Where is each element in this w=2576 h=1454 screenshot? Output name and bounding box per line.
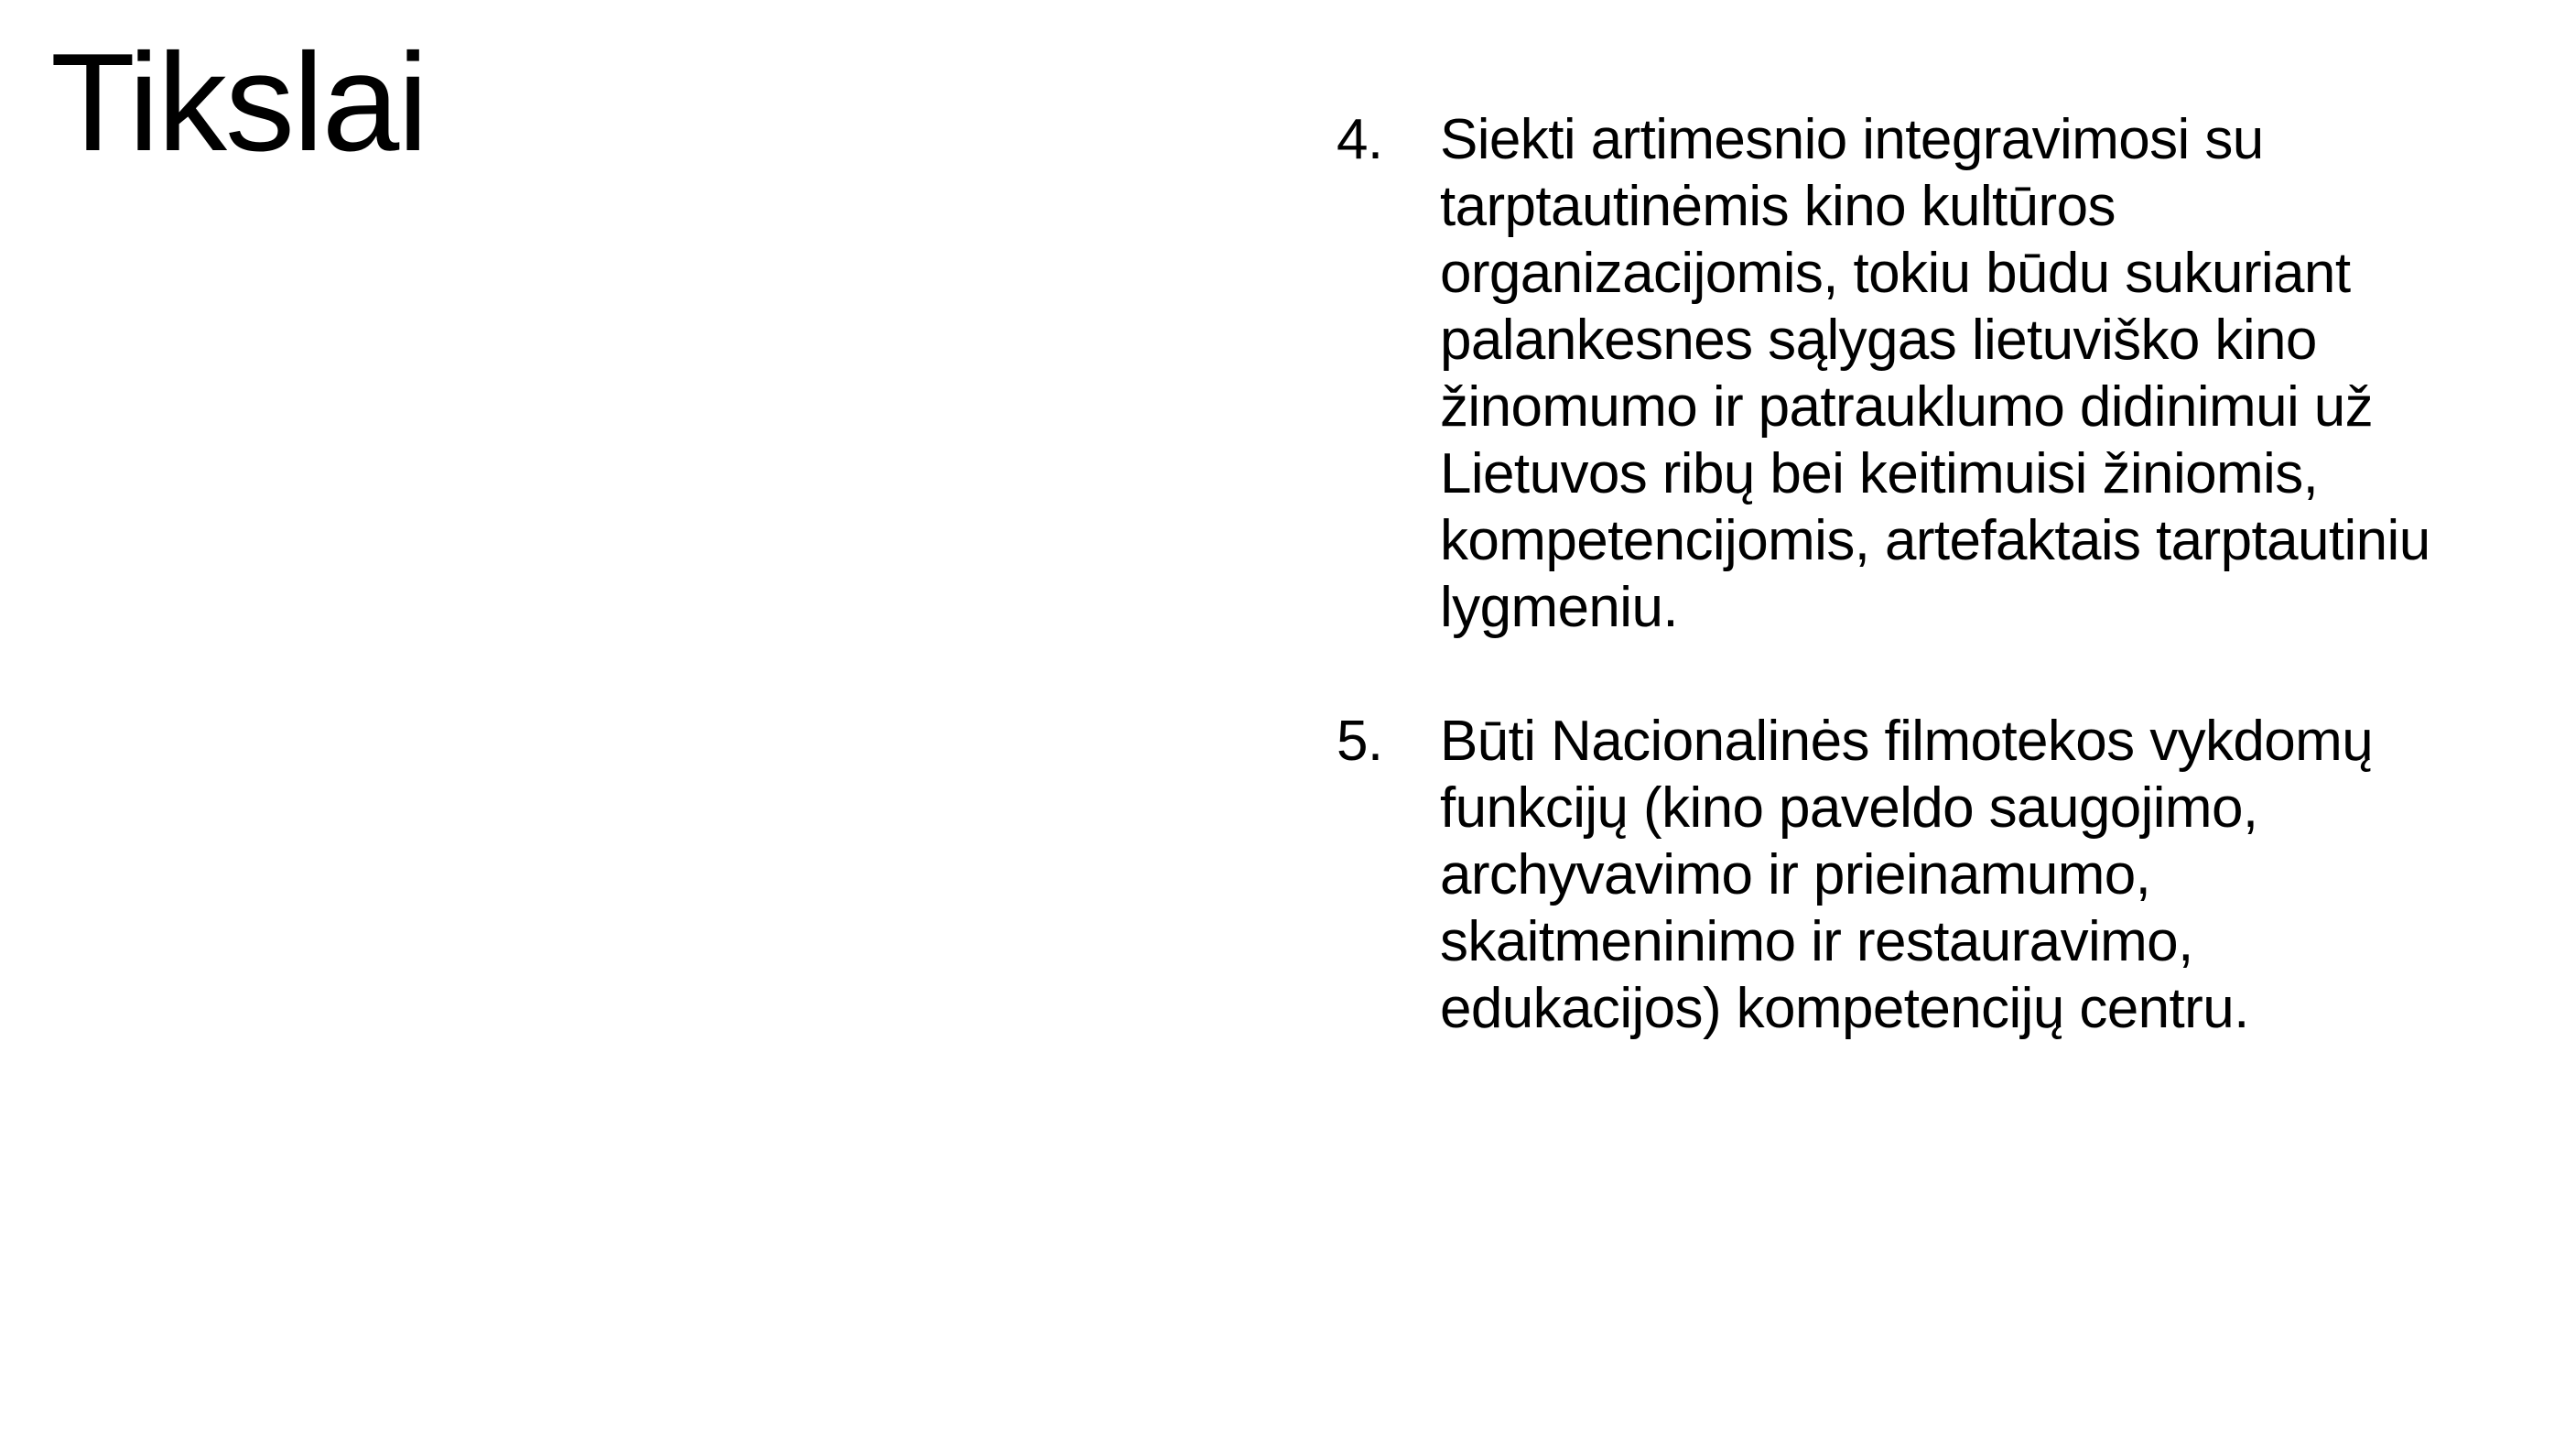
goal-item-4 (1337, 106, 2554, 641)
goal-number: 4. (1337, 108, 1383, 171)
goal-text: Siekti artimesnio integravimosi su tarptautinėmis kino kultūros organizacijomis, tokiu būdu sukuriant palankesnes sąlygas lietuviško kino žinomumo ir patrauklumo didinimui už Lietuvos ribų bei keitimuisi žiniomis, kompetencijomis, artefaktais tarptautiniu lygmeniu. (1440, 108, 2430, 639)
goals-list (1337, 106, 2554, 1042)
goal-item-5 (1337, 708, 2554, 1042)
goal-text: Būti Nacionalinės filmotekos vykdomų funkcijų (kino paveldo saugojimo, archyvavimo ir prieinamumo, skaitmeninimo ir restauravimo, edukacijos) kompetencijų centru. (1440, 710, 2374, 1040)
slide-title: Tikslai (50, 25, 428, 180)
goal-number: 5. (1337, 710, 1383, 773)
